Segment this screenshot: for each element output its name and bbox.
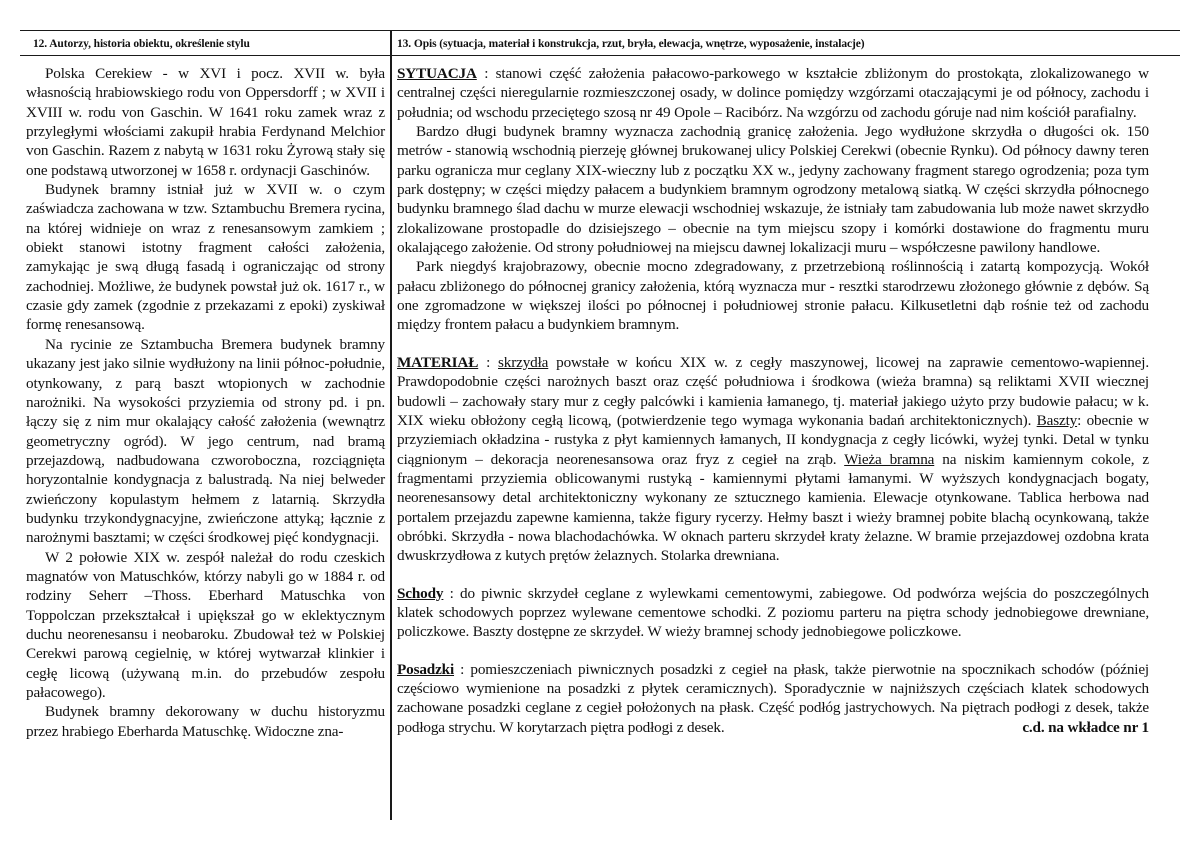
column-divider [390,30,392,820]
history-paragraph-2: Budynek bramny istniał już w XVII w. o czym zaświadcza zachowana w tzw. Sztambuchu Bremera rycina, na której widnieje on wraz z renesansowym zamkiem ; obiekt stanowi istotny fragment całości założenia, zamykając je swą długą fasadą i ograniczając od strony zachodniej. Możliwe, że budynek powstał już ok. 1617 r., w czasie gdy zamek (zgodnie z przekazami z epoki) zyskiwał formę renesansową. [26,181,385,334]
material-text-2: : obecnie w przyziemiach okładzina - rustyka z płyt kamiennych łamanych, II kondygnacja z cegły licówki, wyżej tynki. Detal w tynku ciągnionym – dekoracja neorenesansowa oraz fryz z cegieł na zrąb. [397,411,1149,468]
posadzki-paragraph [397,660,1149,737]
sytuacja-text: : stanowi część założenia pałacowo-parkowego w kształcie zbliżonym do prostokąta, zlokalizowanego w centralnej części nieregularnie rozmieszczonej osady, w dolince pomiędzy wzgórzami otaczającymi je od północy, zachodu i południa; od wschodu przeciętego szosą nr 49 Opole – Racibórz. Na wzgórzu od zachodu góruje nad nim kościół parafialny. [397,65,1149,121]
schody-label: Schody [397,584,444,602]
situation-paragraph-2: Bardzo długi budynek bramny wyznacza zachodnią granicę założenia. Jego wydłużone skrzydła o długości ok. 150 metrów - stanowią wschodnią pierzeję głównej brukowanej ulicy Polskiej Cerekwi (obecnie Rynku). Od północy dawny teren parku ogranicza mur ceglany XIX-wieczny lub z początku XX w., jedyny zachowany fragment starego ogrodzenia; poza tym park dostępny; w części między pałacem a budynkiem bramnym ogrodzony metalową siatką. W części skrzydła północnego budynku bramnego ślad dachu w murze elewacji wschodniej wskazuje, że istniały tam zabudowania lub może nawet skrzydło zlokalizowane prostopadle do dzisiejszego – obecnie na tym miejscu szopy i komórki dostawione do fragmentu muru okalającego założenie. Od strony południowej na miejscu dawnej lokalizacji muru – współczesne pawilony handlowe. [397,123,1149,257]
continuation-note: c.d. na wkładce nr 1 [1022,718,1149,736]
top-border [20,30,1180,31]
sytuacja-paragraph [397,64,1149,122]
material-text-3: na niskim kamiennym cokole, z fragmentami przyziemia oblicowanymi rustyką - kamiennymi płytami łamanymi. W wyższych kondygnacjach bogaty, neorenesansowy detal architektoniczny wykonany ze sztucznego kamienia. Elewacje otynkowane. Tablica herbowa nad portalem przejazdu zapewne kamienna, także figury rycerzy. Hełmy baszt i wieży bramnej pobite blachą ocynkowaną, także obróbki. Skrzydła - nowa blachodachówka. W oknach parteru skrzydeł kraty żelazne. W bramie przejazdowej ozdobna krata dwuskrzydłowa z kutych prętów żelaznych. Stolarka drewniana. [397,450,1149,565]
situation-paragraph-3: Park niegdyś krajobrazowy, obecnie mocno zdegradowany, z przetrzebioną roślinnością i zatartą kompozycją. Wokół pałacu zbliżonego do północnej granicy założenia, którą wyznacza mur - resztki starodrzewu złożonego głównie z dębów. Są one zgromadzone w większej ilości po północnej i południowej stronie pałacu. Kilkusetletni dąb rośnie też od zachodu między frontem pałacu a budynkiem bramnym. [397,258,1149,334]
schody-paragraph [397,584,1149,642]
posadzki-label: Posadzki [397,660,455,678]
history-paragraph-1: Polska Cerekiew - w XVI i pocz. XVII w. była własnością hrabiowskiego rodu von Oppersdorff ; w XVII i XVIII w. rodu von Gaschin. W 1641 roku zamek wraz z przyległymi włościami zakupił hrabia Ferdynand Melchior von Gaschin. Razem z nabytą w 1631 roku Żyrową stały się one podstawą utworzonej w 1658 r. ordynacji Gaschinów. [26,65,385,179]
left-column-header: 12. Autorzy, historia obiektu, określenie stylu [33,38,250,50]
history-paragraph-4: W 2 połowie XIX w. zespół należał do rodu czeskich magnatów von Matuschków, którzy nabyli go w 1884 r. od rodziny Seherr –Thoss. Eberhard Matuschka von Toppolczan przekształcał i upiększał go w eklektycznym duchu neorenesansu i neobaroku. Zbudował też w Polskiej Cerekwi parową cegielnię, w której wytwarzał klinkier i cegłę licową (używaną m.in. do przebudów zespołu pałacowego). [26,548,385,701]
wieza-label: Wieża bramna [844,450,935,468]
material-label: MATERIAŁ [397,353,479,371]
posadzki-text: : pomieszczeniach piwnicznych posadzki z cegieł na płask, także pierwotnie na spocznikach schodów (później częściowo wymienione na posadzki z płytek ceramicznych). Sporadycznie w najniższych częściach klatek schodowych zachowane posadzki ceglane z cegieł położonych na płask. Część podłóg jastrychowych. Na piętrach podłogi z desek, także podłoga strychu. W korytarzach piętra podłogi z desek. [397,660,1149,736]
history-paragraph-5: Budynek bramny dekorowany w duchu historyzmu przez hrabiego Eberharda Matuschkę. Widoczne zna- [26,703,385,740]
material-paragraph [397,353,1149,566]
history-paragraph-3: Na rycinie ze Sztambucha Bremera budynek bramny ukazany jest jako silnie wydłużony na linii północ-południe, otynkowany, z parą baszt wtopionych w zachodnie narożniki. Na wysokości przyziemia od strony pd. i pn. łączy się z nim mur okalający całość założenia (wewnątrz geometryczny ogród). W jego centrum, nad bramą przejazdową, nadbudowana czworoboczna, rozciągnięta horyzontalnie kondygnacja z balustradą. Na niej belweder zwieńczony kopulastym hełmem z latarnią. Skrzydła budynku trzykondygnacyjne, zwieńczone attyką; łącznie z narożnymi basztami; w części środkowej pięć kondygnacji. [26,335,385,547]
history-column [26,64,385,741]
right-column-header: 13. Opis (sytuacja, materiał i konstrukcja, rzut, bryła, elewacja, wnętrze, wyposażenie, instalacje) [397,38,865,50]
sytuacja-label: SYTUACJA [397,65,477,82]
description-column [397,64,1149,737]
header-divider [20,55,1180,56]
material-separator: : [478,353,499,371]
material-text-1: powstałe w końcu XIX w. z cegły maszynowej, licowej na zaprawie cementowo-wapiennej. Prawdopodobnie części narożnych baszt oraz część południowa i środkowa (wieża bramna) są reliktami XVII wiecznej budowli – zachowały stary mur z cegły palcówki i kamienia łamanego, tj. materiał jakiego użyto przy budowie pałacu; w k. XIX wieku obłożony cegłą licową, (potwierdzenie tego wymaga wykonania badań architektonicznych). [397,353,1149,429]
baszty-label: Baszty [1036,411,1078,429]
schody-text: : do piwnic skrzydeł ceglane z wylewkami cementowymi, zabiegowe. Od podwórza wejścia do poszczególnych klatek schodowych poprzez wylewane cementowe schodki. Z poziomu parteru na piętra schody jednobiegowe drewniane, policzkowe. Baszty dostępne ze skrzydeł. W wieży bramnej schody jednobiegowe policzkowe. [397,584,1149,641]
skrzydla-label: skrzydła [498,353,549,371]
